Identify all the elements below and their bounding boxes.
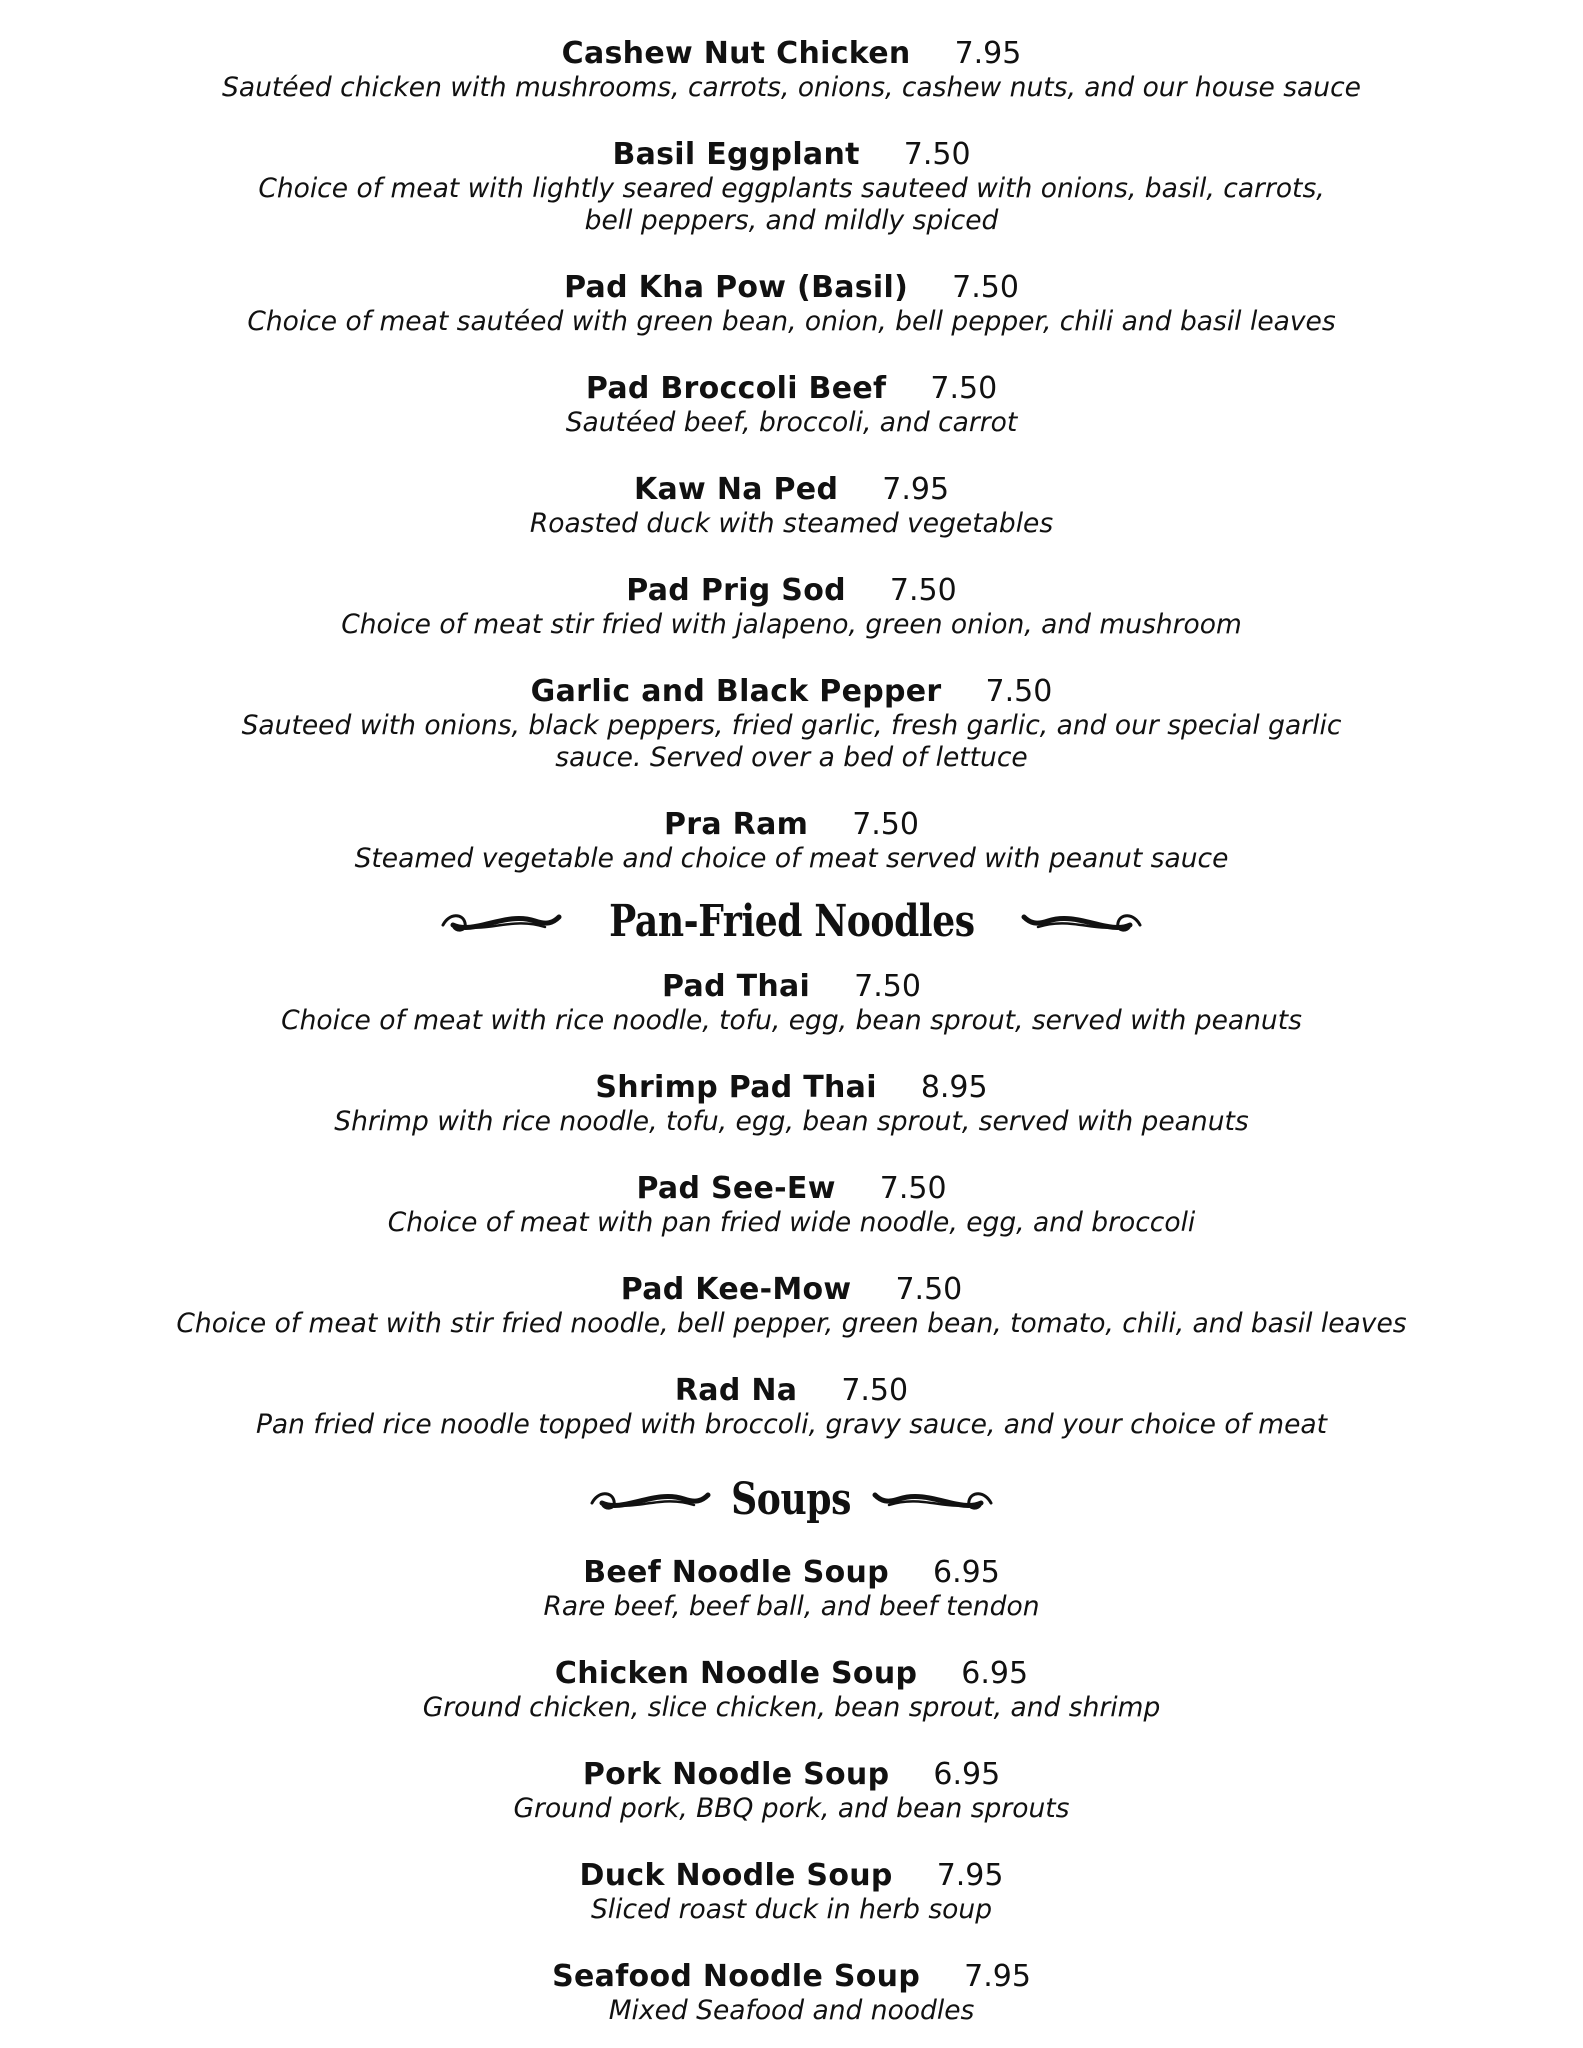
flourish-right-icon [869,1479,999,1519]
menu-item-description: sauce. Served over a bed of lettuce [555,742,1028,773]
menu-item-price: 8.95 [920,1070,988,1105]
menu-item-heading [0,371,1583,407]
section-heading [0,885,1583,957]
menu-item-heading [0,674,1583,710]
menu-item-description: Choice of meat stir fried with jalapeno, green onion, and mushroom [341,609,1242,640]
menu-item-name: Garlic and Black Pepper [530,674,942,709]
section-entrees [0,36,1583,875]
menu-item [0,472,1583,540]
menu-item-name: Basil Eggplant [612,137,860,172]
menu-item-heading [0,1959,1583,1995]
menu-item [0,1757,1583,1825]
menu-item-price: 6.95 [961,1656,1029,1691]
menu-item-heading [0,472,1583,508]
menu-item-description: Rare beef, beef ball, and beef tendon [543,1591,1040,1622]
flourish-left-icon [584,1479,714,1519]
menu-item [0,1555,1583,1623]
menu-item-price: 7.95 [954,36,1022,71]
menu-item-name: Pad Kha Pow (Basil) [564,270,909,305]
menu-item-heading [0,1555,1583,1591]
menu-item-price: 7.50 [879,1171,947,1206]
menu-item-price: 7.50 [903,137,971,172]
menu-item-name: Pork Noodle Soup [582,1757,890,1792]
menu-item [0,270,1583,338]
menu-item-heading [0,969,1583,1005]
menu-item-price: 7.50 [895,1272,963,1307]
menu-item-name: Beef Noodle Soup [583,1555,889,1590]
menu-item-name: Pad Broccoli Beef [585,371,887,406]
menu-item-name: Pad Kee-Mow [620,1272,852,1307]
menu-item-name: Pad See-Ew [636,1171,836,1206]
section-heading [0,1463,1583,1535]
menu-item [0,1373,1583,1441]
menu-item [0,1171,1583,1239]
menu-item-heading [0,137,1583,173]
menu-item [0,371,1583,439]
menu-item-heading [0,573,1583,609]
menu-item-name: Seafood Noodle Soup [552,1959,921,1994]
menu-item-price: 7.50 [889,573,957,608]
menu-item-price: 7.50 [952,270,1019,305]
menu-item-description: Roasted duck with steamed vegetables [529,508,1054,539]
menu-item-description: Sliced roast duck in herb soup [590,1894,993,1925]
menu-item-name: Chicken Noodle Soup [554,1656,918,1691]
menu-item-description: Sautéed beef, broccoli, and carrot [565,407,1018,438]
menu-item-price: 7.50 [985,674,1053,709]
menu-item-price: 7.95 [936,1858,1004,1893]
menu-item-price: 7.50 [841,1373,909,1408]
menu-item-heading [0,1272,1583,1308]
menu-item-description: bell peppers, and mildly spiced [584,205,999,236]
menu-item-heading [0,1171,1583,1207]
menu-item-price: 7.95 [964,1959,1031,1994]
menu-item-description: Choice of meat with stir fried noodle, bell pepper, green bean, tomato, chili, and basil leaves [176,1308,1407,1339]
menu-item-name: Duck Noodle Soup [579,1858,893,1893]
section-title: Soups [731,1473,852,1525]
menu-item-heading [0,807,1583,843]
menu-item-description: Mixed Seafood and noodles [608,1995,975,2026]
menu-item [0,1070,1583,1138]
menu-item-price: 7.50 [854,969,921,1004]
menu-item-description: Steamed vegetable and choice of meat served with peanut sauce [354,843,1229,874]
flourish-left-icon [435,901,565,941]
menu-item [0,137,1583,237]
menu-item-description: Choice of meat with rice noodle, tofu, egg, bean sprout, served with peanuts [281,1005,1302,1036]
menu-item [0,674,1583,774]
section-title: Pan-Fried Noodles [608,895,975,947]
menu-item-price: 7.50 [930,371,998,406]
menu-item-name: Shrimp Pad Thai [595,1070,877,1105]
menu-page [0,36,1583,2027]
menu-item-name: Pad Prig Sod [626,573,846,608]
menu-item [0,969,1583,1037]
menu-item-name: Pad Thai [662,969,811,1004]
menu-item-description: Choice of meat sautéed with green bean, onion, bell pepper, chili and basil leaves [247,306,1336,337]
menu-item-heading [0,1070,1583,1106]
menu-item [0,36,1583,104]
section-soups [0,1463,1583,2027]
menu-item-heading [0,1373,1583,1409]
menu-item-name: Rad Na [674,1373,798,1408]
menu-item-description: Sauteed with onions, black peppers, fried garlic, fresh garlic, and our special garlic [241,710,1342,741]
menu-item-heading [0,36,1583,72]
menu-item-description: Choice of meat with pan fried wide noodle, egg, and broccoli [387,1207,1196,1238]
menu-item-price: 6.95 [932,1555,1000,1590]
menu-item-description: Choice of meat with lightly seared eggplants sauteed with onions, basil, carrots, [258,173,1325,204]
menu-item-description: Ground pork, BBQ pork, and bean sprouts [513,1793,1070,1824]
menu-item [0,1858,1583,1926]
menu-item [0,807,1583,875]
menu-item-price: 7.95 [882,472,950,507]
menu-item [0,573,1583,641]
menu-item-price: 7.50 [852,807,919,842]
flourish-right-icon [1018,901,1148,941]
menu-item-name: Pra Ram [664,807,809,842]
menu-item-heading [0,1757,1583,1793]
menu-item-heading [0,1656,1583,1692]
menu-item-name: Kaw Na Ped [633,472,839,507]
menu-item-price: 6.95 [933,1757,1001,1792]
menu-item-heading [0,270,1583,306]
menu-item [0,1272,1583,1340]
menu-item-description: Ground chicken, slice chicken, bean sprout, and shrimp [422,1692,1161,1723]
menu-item-description: Shrimp with rice noodle, tofu, egg, bean sprout, served with peanuts [334,1106,1249,1137]
section-pan-fried-noodles [0,885,1583,1441]
menu-item-description: Pan fried rice noodle topped with broccoli, gravy sauce, and your choice of meat [255,1409,1328,1440]
menu-item-description: Sautéed chicken with mushrooms, carrots, onions, cashew nuts, and our house sauce [222,72,1361,103]
menu-item [0,1959,1583,2027]
menu-item-name: Cashew Nut Chicken [561,36,911,71]
menu-item-heading [0,1858,1583,1894]
menu-item [0,1656,1583,1724]
